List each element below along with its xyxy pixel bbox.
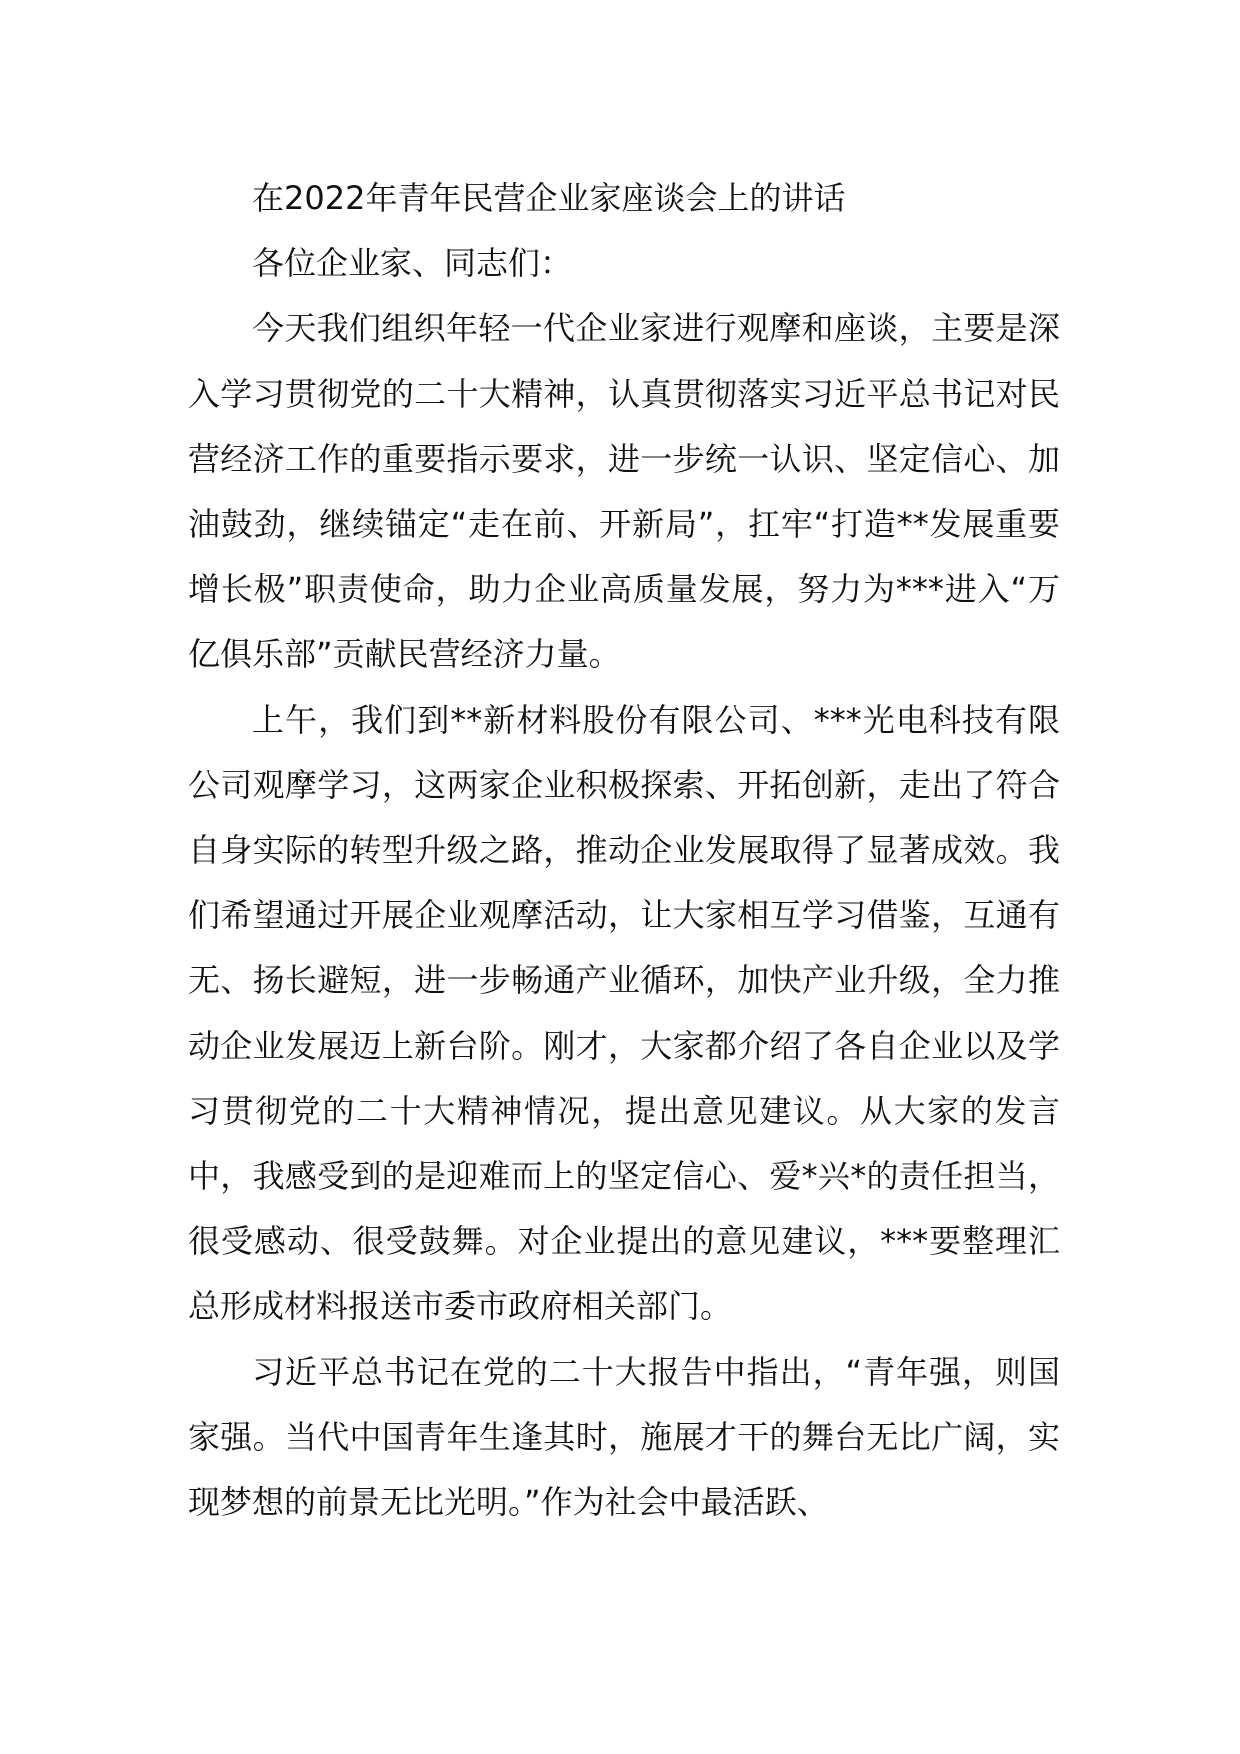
- paragraph-1: 今天我们组织年轻一代企业家进行观摩和座谈，主要是深入学习贯彻党的二十大精神，认真贯彻落实习近平总书记对民营经济工作的重要指示要求，进一步统一认识、坚定信心、加油鼓劲，继续锚定“走在前、开新局”，扛牢“打造**发展重要增长极”职责使命，助力企业高质量发展，努力为***进入“万亿俱乐部”贡献民营经济力量。: [188, 309, 1060, 674]
- document-title: 在2022年青年民营企业家座谈会上的讲话: [252, 179, 846, 217]
- salutation: 各位企业家、同志们：: [252, 244, 573, 283]
- document-body: [188, 166, 1060, 1535]
- paragraph-2: 上午，我们到**新材料股份有限公司、***光电科技有限公司观摩学习，这两家企业积极探索、开拓创新，走出了符合自身实际的转型升级之路，推动企业发展取得了显著成效。我们希望通过开展企业观摩活动，让大家相互学习借鉴，互通有无、扬长避短，进一步畅通产业循环，加快产业升级，全力推动企业发展迈上新台阶。刚才，大家都介绍了各自企业以及学习贯彻党的二十大精神情况，提出意见建议。从大家的发言中，我感受到的是迎难而上的坚定信心、爱*兴*的责任担当，很受感动、很受鼓舞。对企业提出的意见建议，***要整理汇总形成材料报送市委市政府相关部门。: [188, 700, 1060, 1326]
- paragraph-3: 习近平总书记在党的二十大报告中指出，“青年强，则国家强。当代中国青年生逢其时，施展才干的舞台无比广阔，实现梦想的前景无比光明。”作为社会中最活跃、: [188, 1352, 1060, 1522]
